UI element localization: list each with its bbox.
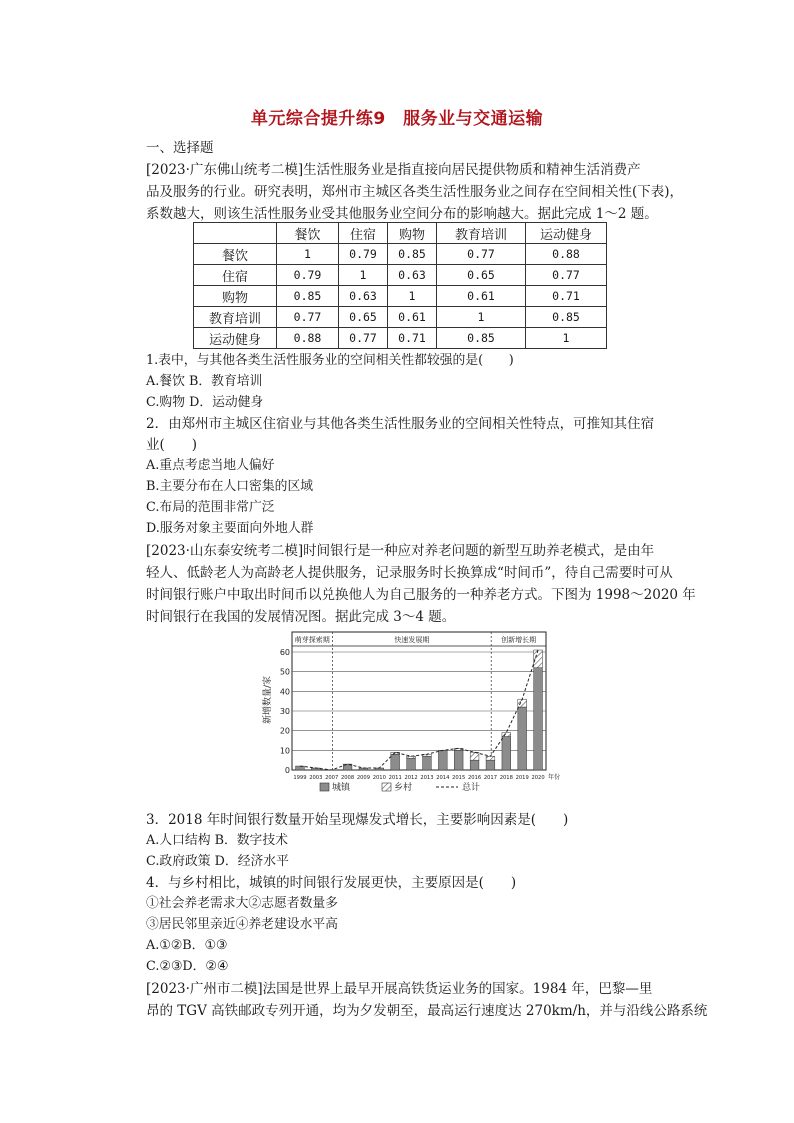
x-tick-label: 2009 bbox=[356, 775, 371, 781]
passage-1-line-1: [2023·广东佛山统考二模]生活性服务业是指直接向居民提供物质和精神生活消费产 bbox=[146, 162, 641, 178]
table-cell: 0.61 bbox=[437, 286, 526, 307]
table-cell: 0.63 bbox=[339, 286, 388, 307]
table-cell: 0.85 bbox=[277, 286, 339, 307]
table-cell: 1 bbox=[437, 307, 526, 328]
y-tick-label: 50 bbox=[279, 667, 290, 677]
question-4-option: C.②③D．②④ bbox=[146, 959, 229, 974]
phase-label: 快速发展期 bbox=[394, 636, 430, 644]
table-cell: 1 bbox=[388, 286, 437, 307]
bar-urban bbox=[518, 707, 527, 770]
table-cell: 0.88 bbox=[277, 328, 339, 349]
table-cell: 0.65 bbox=[339, 307, 388, 328]
bar-urban bbox=[438, 750, 447, 770]
section-heading: 一、选择题 bbox=[146, 140, 214, 156]
table-row-label: 购物 bbox=[194, 286, 277, 307]
x-tick-label: 2003 bbox=[309, 775, 323, 781]
correlation-table bbox=[193, 222, 607, 349]
bar-urban bbox=[534, 668, 543, 770]
question-2-option: D.服务对象主要面向外地人群 bbox=[146, 521, 314, 536]
y-tick-label: 60 bbox=[279, 648, 290, 657]
bar-urban bbox=[423, 756, 432, 770]
question-4-option: A.①②B．①③ bbox=[146, 938, 228, 953]
question-4-item: ③居民邻里亲近④养老建设水平高 bbox=[146, 917, 338, 932]
table-cell: 0.79 bbox=[277, 265, 339, 286]
table-cell: 0.61 bbox=[388, 307, 437, 328]
legend-label-total: 总计 bbox=[462, 783, 481, 793]
table-header-cell: 住宿 bbox=[339, 223, 388, 244]
bar-urban bbox=[296, 766, 305, 770]
question-2-line-1: 2．由郑州市主城区住宿业与其他各类生活性服务业的空间相关性特点，可推知其住宿 bbox=[146, 416, 655, 432]
table-cell: 0.77 bbox=[277, 307, 339, 328]
y-tick-label: 40 bbox=[279, 687, 290, 697]
legend-label-rural: 乡村 bbox=[394, 783, 413, 793]
x-axis-unit: 年份 bbox=[548, 774, 561, 781]
passage-3-line-1: [2023·广州市二模]法国是世界上最早开展高铁货运业务的国家。1984 年，巴黎—里 bbox=[146, 981, 653, 997]
bar-urban bbox=[391, 754, 400, 770]
table-row-label: 餐饮 bbox=[194, 244, 277, 265]
table-row bbox=[194, 265, 607, 286]
table-cell: 0.85 bbox=[388, 244, 437, 265]
table-cell: 0.63 bbox=[388, 265, 437, 286]
passage-2-line-3: 时间银行账户中取出时间币以兑换他人为自己服务的一种养老方式。下图为 1998～2020 年 bbox=[146, 587, 696, 603]
table-row bbox=[194, 244, 607, 265]
table-header-row bbox=[194, 223, 607, 244]
bar-urban bbox=[486, 760, 495, 770]
table-header-cell: 购物 bbox=[388, 223, 437, 244]
legend-swatch-urban bbox=[320, 783, 329, 791]
bar-rural bbox=[502, 733, 511, 737]
question-1-option: A.餐饮 B．教育培训 bbox=[146, 374, 263, 389]
phase-label: 创新增长期 bbox=[501, 636, 537, 644]
x-tick-label: 2020 bbox=[531, 775, 545, 781]
question-2-option: B.主要分布在人口密集的区域 bbox=[146, 479, 314, 494]
table-cell: 0.71 bbox=[388, 328, 437, 349]
table-row bbox=[194, 286, 607, 307]
table-cell: 0.88 bbox=[526, 244, 607, 265]
bar-rural bbox=[518, 699, 527, 707]
x-tick-label: 2014 bbox=[436, 775, 450, 781]
x-tick-label: 2012 bbox=[404, 775, 418, 781]
question-1: 1.表中，与其他各类生活性服务业的空间相关性都较强的是( ) bbox=[146, 353, 514, 368]
x-tick-label: 2011 bbox=[388, 775, 402, 781]
table-row bbox=[194, 328, 607, 349]
table-header-cell: 餐饮 bbox=[277, 223, 339, 244]
passage-2-line-1: [2023·山东泰安统考二模]时间银行是一种应对养老问题的新型互助养老模式，是由年 bbox=[146, 543, 655, 559]
question-3-option: A.人口结构 B．数字技术 bbox=[146, 833, 288, 848]
table-row-label: 运动健身 bbox=[194, 328, 277, 349]
y-tick-label: 0 bbox=[284, 766, 290, 775]
table-cell: 0.85 bbox=[526, 307, 607, 328]
question-3: 3．2018 年时间银行数量开始呈现爆发式增长，主要影响因素是( ) bbox=[146, 812, 569, 828]
passage-1-line-3: 系数越大，则该生活性服务业受其他服务业空间分布的影响越大。据此完成 1～2 题。 bbox=[146, 206, 658, 222]
x-tick-label: 2019 bbox=[515, 775, 529, 781]
x-tick-label: 2018 bbox=[499, 775, 513, 781]
table-header-cell: 运动健身 bbox=[526, 223, 607, 244]
table-header-cell: 教育培训 bbox=[437, 223, 526, 244]
page-title: 单元综合提升练9 服务业与交通运输 bbox=[250, 109, 544, 129]
x-tick-label: 2016 bbox=[467, 775, 482, 781]
y-tick-label: 10 bbox=[279, 746, 290, 756]
table-row-label: 教育培训 bbox=[194, 307, 277, 328]
question-4-item: ①社会养老需求大②志愿者数量多 bbox=[146, 896, 338, 911]
time-bank-bar-chart bbox=[263, 630, 566, 800]
question-4: 4．与乡村相比，城镇的时间银行发展更快，主要原因是( ) bbox=[146, 875, 517, 891]
question-1-option: C.购物 D．运动健身 bbox=[146, 395, 264, 410]
phase-label: 萌芽探索期 bbox=[294, 636, 330, 644]
x-tick-label: 2013 bbox=[420, 775, 434, 781]
table-header-cell bbox=[194, 223, 277, 244]
table-row bbox=[194, 307, 607, 328]
table-cell: 0.77 bbox=[437, 244, 526, 265]
bar-rural bbox=[534, 650, 543, 668]
x-tick-label: 2015 bbox=[452, 775, 466, 781]
question-3-option: C.政府政策 D．经济水平 bbox=[146, 854, 289, 869]
bar-rural bbox=[486, 756, 495, 760]
table-cell: 0.71 bbox=[526, 286, 607, 307]
bar-urban bbox=[502, 737, 511, 770]
table-cell: 1 bbox=[339, 265, 388, 286]
table-cell: 0.85 bbox=[437, 328, 526, 349]
y-axis-label: 新增数量/家 bbox=[263, 675, 273, 725]
x-tick-label: 1999 bbox=[293, 775, 307, 781]
table-cell: 0.65 bbox=[437, 265, 526, 286]
passage-2-line-4: 时间银行在我国的发展情况图。据此完成 3～4 题。 bbox=[146, 609, 456, 625]
table-cell: 0.79 bbox=[339, 244, 388, 265]
table-cell: 0.77 bbox=[339, 328, 388, 349]
legend-label-urban: 城镇 bbox=[332, 783, 351, 793]
x-tick-label: 2017 bbox=[483, 775, 498, 781]
legend-swatch-rural bbox=[382, 783, 391, 791]
x-tick-label: 2007 bbox=[325, 775, 339, 781]
bar-urban bbox=[454, 750, 463, 770]
question-2-option: C.布局的范围非常广泛 bbox=[146, 500, 275, 515]
bar-urban bbox=[407, 758, 416, 770]
bar-rural bbox=[407, 756, 416, 758]
bar-urban bbox=[470, 760, 479, 770]
question-2-line-2: 业( ) bbox=[146, 437, 198, 453]
x-tick-label: 2008 bbox=[340, 775, 355, 781]
x-tick-label: 2010 bbox=[372, 775, 386, 781]
table-cell: 0.77 bbox=[526, 265, 607, 286]
table-cell: 1 bbox=[526, 328, 607, 349]
passage-3-line-2: 昂的 TGV 高铁邮政专列开通，均为夕发朝至，最高运行速度达 270km/h，并与沿线公路系统 bbox=[146, 1003, 708, 1019]
table-cell: 1 bbox=[277, 244, 339, 265]
y-tick-label: 20 bbox=[279, 726, 290, 736]
question-2-option: A.重点考虑当地人偏好 bbox=[146, 458, 275, 473]
passage-2-line-2: 轻人、低龄老人为高龄老人提供服务，记录服务时长换算成“时间币”，待自己需要时可从 bbox=[146, 565, 673, 581]
passage-1-line-2: 品及服务的行业。研究表明，郑州市主城区各类生活性服务业之间存在空间相关性(下表)， bbox=[146, 184, 684, 200]
y-tick-label: 30 bbox=[279, 707, 290, 716]
table-row-label: 住宿 bbox=[194, 265, 277, 286]
